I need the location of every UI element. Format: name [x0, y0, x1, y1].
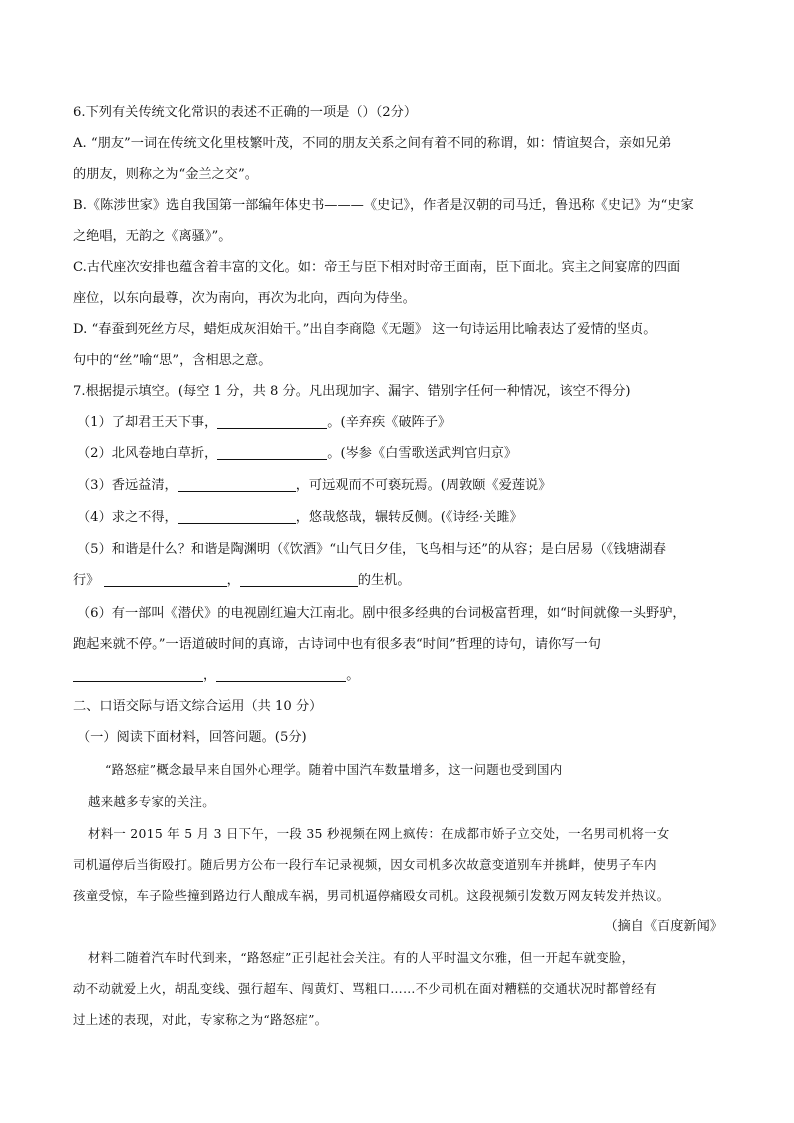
answer-blank[interactable] — [240, 572, 358, 587]
q7-item-2-prompt: （2）北风卷地白草折， — [77, 446, 218, 461]
answer-blank[interactable] — [178, 509, 296, 524]
material-2-line2: 动不动就爱上火，胡乱变线、强行超车、闯黄灯、骂粗口……不少司机在面对糟糕的交通状况时都曾经有 — [73, 981, 657, 996]
q6-option-d-line1: D. “春蚕到死丝方尽，蜡炬成灰泪始干。”出自李商隐《无题》 这一句诗运用比喻表达了爱情的坚贞。 — [73, 322, 657, 337]
period: 。 — [346, 668, 360, 683]
q7-item-4-prompt: （4）求之不得， — [77, 510, 178, 525]
q7-item-5-source: 行》 — [73, 573, 100, 588]
q6-option-d-line2: 句中的“丝”喻“思”，含相思之意。 — [73, 353, 272, 368]
passage-intro-line2: 越来越多专家的关注。 — [88, 794, 215, 809]
q7-item-1 — [77, 413, 451, 433]
q6-option-a-line1: A. “朋友”一词在传统文化里枝繁叶茂，不同的朋友关系之间有着不同的称谓，如：情谊契合，亲如兄弟 — [73, 136, 672, 151]
answer-blank[interactable] — [217, 414, 327, 429]
material-1-line1: 材料一 2015 年 5 月 3 日下午，一段 35 秒视频在网上疯传：在成都市娇子立交处，一名男司机将一女 — [88, 826, 670, 841]
answer-blank[interactable] — [104, 572, 227, 587]
q6-option-a-line2: 的朋友，则称之为“金兰之交”。 — [73, 167, 258, 182]
q6-title: 6.下列有关传统文化常识的表述不正确的一项是（）（2分） — [73, 105, 418, 120]
q7-item-6-line3 — [73, 666, 359, 686]
q7-item-5-line2 — [73, 571, 411, 591]
q7-item-5-tail: 的生机。 — [357, 573, 411, 588]
comma: ， — [226, 573, 240, 588]
q6-option-c-line2: 座位，以东向最尊，次为南向，再次为北向，西向为侍坐。 — [73, 291, 416, 306]
answer-blank[interactable] — [73, 667, 203, 682]
answer-blank[interactable] — [217, 445, 327, 460]
q7-item-5-line1: （5）和谐是什么？和谐是陶渊明（《饮酒》“山气日夕佳，飞鸟相与还”的从容；是白居易（《钱塘湖春 — [77, 542, 666, 557]
section-2-sub-1: （一）阅读下面材料，回答问题。(5分) — [77, 730, 307, 745]
material-2-line3: 过上述的表现，对此，专家称之为“路怒症”。 — [73, 1012, 328, 1027]
q6-option-b-line1: B.《陈涉世家》选自我国第一部编年体史书———《史记》，作者是汉朝的司马迁，鲁迅称《史记》为“史家 — [73, 198, 694, 213]
q7-item-2-source: 。(岑参《白雪歌送武判官归京》 — [327, 446, 518, 461]
q7-item-1-prompt: （1）了却君王天下事， — [77, 415, 218, 430]
q7-title: 7.根据提示填空。(每空 1 分，共 8 分。凡出现加字、漏字、错别字任何一种情况，该空不得分) — [73, 384, 631, 399]
q7-item-3-prompt: （3）香远益清， — [77, 478, 178, 493]
answer-blank[interactable] — [216, 667, 346, 682]
passage-intro-line1: “路怒症”概念最早来自国外心理学。随着中国汽车数量增多，这一问题也受到国内 — [105, 762, 563, 777]
q7-item-4-source: ，悠哉悠哉，辗转反侧。(《诗经·关雎》 — [295, 510, 523, 525]
material-1-line3: 孩童受惊，车子险些撞到路边行人酿成车祸，男司机逼停痛殴女司机。这段视频引发数万网友转发并热议。 — [73, 888, 670, 903]
comma: ， — [203, 668, 217, 683]
q6-option-c-line1: C.古代座次安排也蕴含着丰富的文化。如：帝王与臣下相对时帝王面南，臣下面北。宾主之间宴席的四面 — [73, 260, 681, 275]
q7-item-6-line1: （6）有一部叫《潜伏》的电视剧红遍大江南北。剧中很多经典的台词极富哲理，如“时间就像一头野驴， — [77, 606, 686, 621]
q6-option-b-line2: 之绝唱，无韵之《离骚》”。 — [73, 229, 232, 244]
q7-item-3-source: ，可远观而不可亵玩焉。(周敦颐《爱莲说》 — [295, 478, 552, 493]
material-1-line2: 司机逼停后当街殴打。随后男方公布一段行车记录视频，因女司机多次故意变道别车并挑衅，使男子车内 — [73, 857, 657, 872]
material-1-source: （摘自《百度新闻》 — [604, 919, 723, 934]
answer-blank[interactable] — [178, 477, 296, 492]
q7-item-6-line2: 跑起来就不停。”一语道破时间的真谛，古诗词中也有很多表“时间”哲理的诗句，请你写一句 — [73, 637, 601, 652]
q7-item-3 — [77, 476, 551, 496]
q7-item-2 — [77, 444, 517, 464]
q7-item-4 — [77, 508, 523, 528]
q7-item-1-source: 。(辛弃疾《破阵子》 — [327, 415, 452, 430]
section-2-title: 二、口语交际与语文综合运用（共 10 分） — [73, 699, 323, 714]
material-2-line1: 材料二随着汽车时代到来，“路怒症”正引起社会关注。有的人平时温文尔雅，但一开起车就变脸， — [88, 950, 635, 965]
